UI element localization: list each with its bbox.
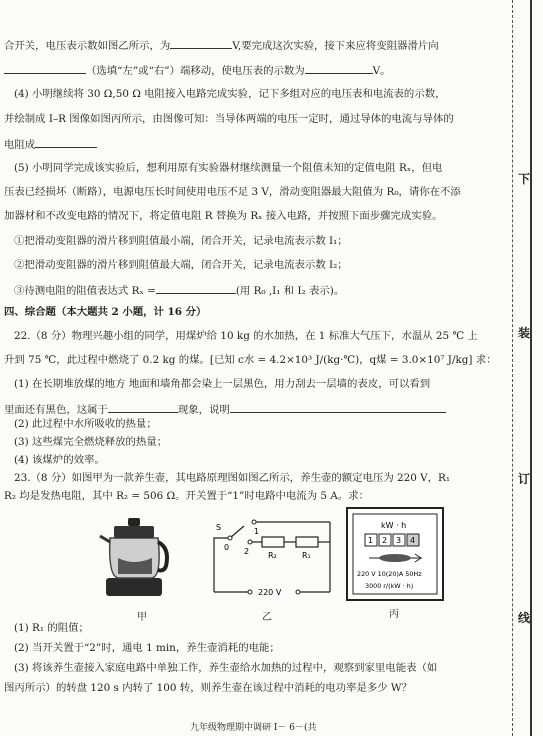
- q22-line-4: 里面还有黑色，这属于 现象，说明: [4, 402, 446, 417]
- meter-rating: 220 V 10(20)A 50Hz: [357, 570, 422, 578]
- q23-sub-1: (1) R₁ 的阻值；: [14, 622, 89, 634]
- label-2: 2: [244, 547, 250, 556]
- margin-label-xia: 下: [518, 172, 531, 186]
- resistor-r2: [262, 537, 284, 547]
- line-8: 加器材和不改变电路的情况下，将定值电阻 R 替换为 Rₓ 接入电路，并按照下面步骤完成实验。: [4, 210, 443, 222]
- meter-disc: [379, 554, 411, 562]
- figure-yi-circuit: [210, 512, 338, 608]
- q23-line-2: R₂ 均是发热电阻，其中 R₂ = 506 Ω。开关置于“1”时电路中电流为 5 A。求：: [4, 490, 369, 502]
- figure-jia-label: 甲: [137, 612, 147, 623]
- margin-label-ding: 订: [518, 472, 531, 486]
- figure-yi-label: 乙: [262, 612, 272, 623]
- label-r1: R₁: [302, 551, 311, 560]
- line-10: ②把滑动变阻器的滑片移到阻值最大端，闭合开关，记录电流表示数 I₂；: [14, 259, 348, 271]
- q23-line-1: 23.（8 分）如图甲为一款养生壶，其电路原理图如图乙所示，养生壶的额定电压为 220 V，R₁: [14, 472, 451, 484]
- line-4: 并绘制成 I–R 图像如图丙所示，由图像可知：当导体两端的电压一定时，通过导体的电流与导体的: [4, 113, 454, 125]
- meter-digit-3: 3: [396, 536, 402, 545]
- switch-pivot: [228, 536, 232, 540]
- q22-line-1: 22.（8 分）物理兴趣小组的同学，用煤炉给 10 kg 的水加热，在 1 标准大气压下，水温从 25 ℃ 上: [14, 330, 478, 342]
- label-220v: 220 V: [258, 588, 282, 597]
- meter-unit: kW · h: [381, 521, 407, 530]
- contact-2: [248, 540, 252, 544]
- terminal-right: [296, 590, 300, 594]
- line-5: 电阻成: [4, 137, 97, 152]
- binding-dashed-line: [512, 0, 513, 736]
- line-9: ①把滑动变阻器的滑片移到阻值最小端，闭合开关，记录电流表示数 I₁；: [14, 235, 348, 247]
- figure-jia-kettle: [96, 508, 172, 606]
- q23-sub-4: 图丙所示）的转盘 120 s 内转了 100 转，则养生壶在该过程中消耗的电功率是多少 W？: [4, 682, 412, 694]
- line-11: ③待测电阻的阻值表达式 Rₓ = (用 R₀ ,I₁ 和 I₂ 表示)。: [14, 285, 345, 297]
- kettle-lid: [114, 526, 154, 538]
- resistor-r1: [296, 537, 318, 547]
- meter-digit-2: 2: [382, 536, 388, 545]
- q22-line-2: 升到 75 ℃，此过程中燃烧了 0.2 kg 的煤。[已知 c水 = 4.2×10³ J/(kg·℃)，q煤 = 3.0×10⁷ J/kg] 求：: [4, 354, 497, 366]
- label-0: 0: [224, 543, 230, 552]
- q22-line-5: (2) 此过程中水所吸收的热量；: [14, 418, 157, 430]
- line-2: （选填“左”或“右”）端移动，使电压表的示数为 V。: [4, 63, 391, 78]
- line-6: (5) 小明同学完成该实验后，想利用原有实验器材继续测量一个阻值未知的定值电阻 Rₓ，但电: [14, 162, 443, 174]
- kettle-base: [106, 578, 162, 596]
- margin-label-zhuang: 装: [518, 326, 531, 340]
- meter-digit-4: 4: [410, 536, 416, 545]
- q22-line-6: (3) 这些煤完全燃烧释放的热量；: [14, 436, 168, 448]
- switch-blade: [230, 526, 244, 538]
- terminal-left: [248, 590, 252, 594]
- contact-1: [252, 520, 256, 524]
- line-1: 合开关，电压表示数如图乙所示，为 V,要完成这次实验，接下来应将变阻器滑片向: [4, 40, 439, 52]
- kettle-knob: [128, 518, 140, 526]
- q22-line-7: (4) 该煤炉的效率。: [14, 454, 105, 466]
- label-s: S: [216, 523, 222, 532]
- q22-line-3: (1) 在长期堆放煤的地方 地面和墙角都会染上一层黑色，用力刮去一层墙的表皮，可以看到: [14, 378, 431, 390]
- label-1: 1: [254, 527, 260, 536]
- kettle-spout: [100, 536, 110, 542]
- section-4-heading: 四、综合题（本大题共 2 小题，计 16 分）: [4, 306, 207, 318]
- binding-solid-line: [530, 0, 532, 736]
- figure-bing-energy-meter: [345, 506, 445, 602]
- meter-digit-1: 1: [368, 536, 374, 545]
- page-footer: 九年级物理期中调研 I－ 6－(共: [190, 723, 317, 733]
- q23-sub-2: (2) 当开关置于“2”时，通电 1 min，养生壶消耗的电能；: [14, 642, 280, 654]
- figure-bing-label: 丙: [389, 609, 399, 620]
- line-3: (4) 小明继续将 30 Ω,50 Ω 电阻接入电路完成实验，记下多组对应的电压表和电流表的示数，: [14, 88, 446, 100]
- line-7: 压表已经损坏（断路），电源电压长时间使用电压不足 3 V，滑动变阻器最大阻值为 R₀，请你在不添: [4, 186, 461, 198]
- meter-revolutions: 3000 r/(kW · h): [365, 582, 414, 590]
- q23-sub-3: (3) 将该养生壶接入家庭电路中单独工作，养生壶给水加热的过程中，观察到家里电能表（如: [14, 662, 438, 674]
- margin-label-xian: 线: [518, 611, 531, 625]
- label-r2: R₂: [268, 551, 277, 560]
